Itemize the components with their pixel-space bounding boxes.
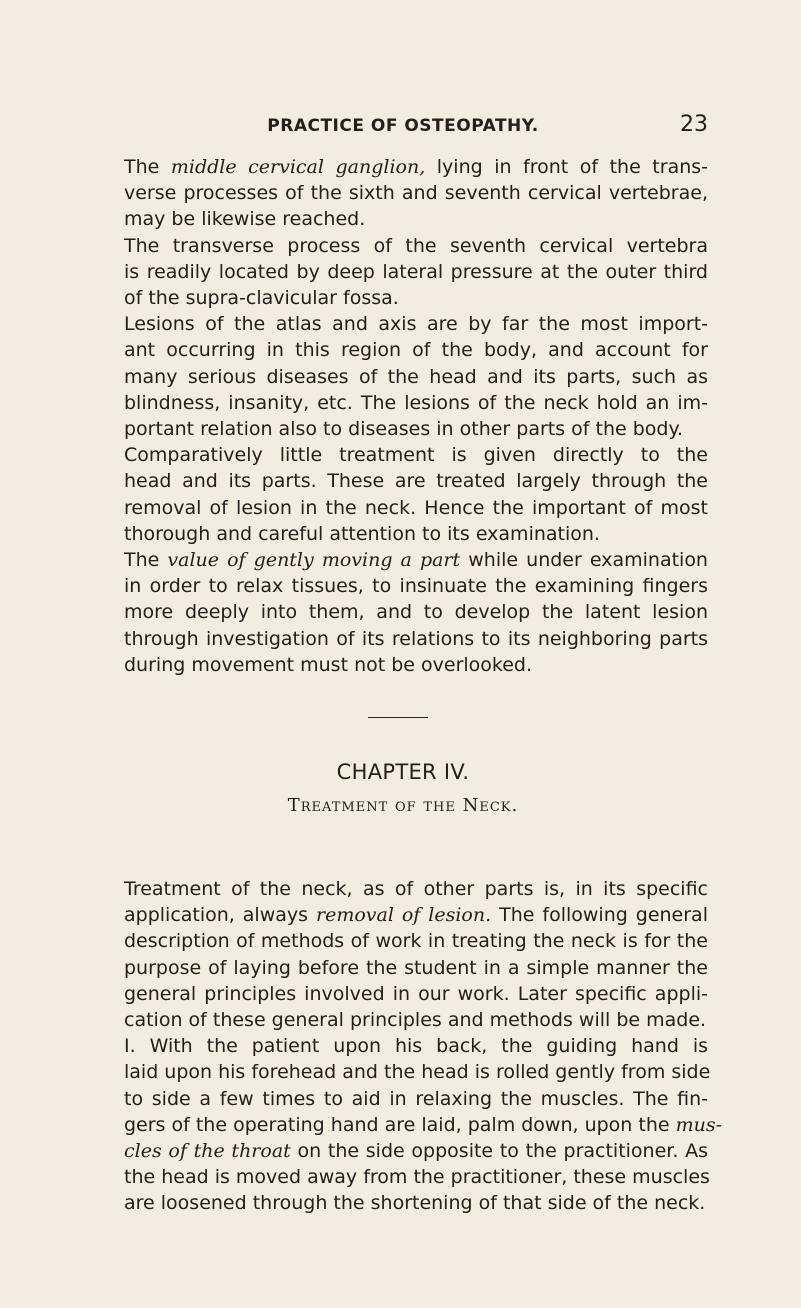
text-line: Treatment of the neck, as of other parts is, in its specific [124,878,708,900]
text-line: more deeply into them, and to develop the latent lesion [124,601,708,624]
paragraph-transverse-process [98,233,708,312]
paragraph-middle-cervical-ganglion [98,154,708,233]
paragraph-method-one [98,1033,723,1216]
text-line: head and its parts. These are treated largely through the [124,470,708,493]
text-line: may be likewise reached. [124,208,366,231]
italic-phrase: mus- [675,1113,723,1136]
text-line: in order to relax tissues, to insinuate the examining fingers [124,575,708,598]
paragraph-treatment-neck [98,876,708,1033]
italic-phrase: removal of lesion. [316,904,492,927]
text-run: while under examination [468,549,708,572]
text-line: removal of lesion in the neck. Hence the important of most [124,496,708,519]
text-line: cation of these general principles and methods will be made. [124,1009,707,1032]
text-line: general principles involved in our work. Later specific appli- [124,982,708,1005]
chapter-title: Treatment of the Neck. [287,795,519,816]
text-block-bottom [98,876,723,1217]
paragraph-lesions-atlas-axis [98,311,708,442]
text-run: on the side opposite to the practitioner. As [297,1140,708,1163]
text-line: is readily located by deep lateral pressure at the outer third [124,260,708,283]
italic-phrase: middle cervical ganglion, [170,156,426,178]
text-line: description of methods of work in treating the neck is for the [124,930,708,953]
text-run: gers of the operating hand are laid, palm down, upon the [124,1113,670,1136]
text-line: the head is moved away from the practitioner, these muscles [124,1166,710,1189]
text-line: to side a few times to aid in relaxing the muscles. The fin- [124,1087,708,1110]
paragraph-moving-a-part [98,547,708,678]
paragraph-treatment-head [98,442,708,547]
section-divider [368,717,428,718]
italic-phrase: value of gently moving a part [167,549,461,572]
text-line: laid upon his forehead and the head is rolled gently from side [124,1061,711,1084]
text-line: during movement must not be overlooked. [124,653,533,676]
text-run: The [124,156,160,178]
chapter-heading: CHAPTER IV. [336,760,470,784]
text-line: verse processes of the sixth and seventh cervical vertebrae, [124,182,708,205]
text-line [98,1112,723,1138]
text-line: The transverse process of the seventh cervical vertebra [124,234,708,257]
text-line: portant relation also to diseases in other parts of the body. [124,418,684,441]
text-line: many serious diseases of the head and its parts, such as [124,365,708,388]
running-head [98,112,708,146]
text-line: Lesions of the atlas and axis are by far the most import- [124,313,708,336]
running-title: PRACTICE OF OSTEOPATHY. [267,116,539,136]
text-line: blindness, insanity, etc. The lesions of the neck hold an im- [124,391,708,414]
text-run: application, always [124,904,309,927]
text-block-top [98,154,708,678]
text-run: The following general [499,904,708,927]
italic-phrase: cles of the throat [124,1140,291,1163]
text-line [98,154,708,180]
text-line: through investigation of its relations to its neighboring parts [124,627,708,650]
text-line: ant occurring in this region of the body, and account for [124,339,708,362]
page-number: 23 [680,112,708,137]
text-line: purpose of laying before the student in a simple manner the [124,956,708,979]
text-run: The [124,549,160,572]
text-run: lying in front of the trans- [436,156,709,178]
text-line: I. With the patient upon his back, the guiding hand is [124,1035,708,1058]
text-line: Comparatively little treatment is given directly to the [124,444,708,467]
text-line [98,1138,708,1164]
text-line: thorough and careful attention to its examination. [124,522,600,545]
text-line [98,547,708,573]
text-line [98,902,708,928]
text-line: are loosened through the shortening of that side of the neck. [124,1192,706,1215]
text-line: of the supra-clavicular fossa. [124,287,399,310]
